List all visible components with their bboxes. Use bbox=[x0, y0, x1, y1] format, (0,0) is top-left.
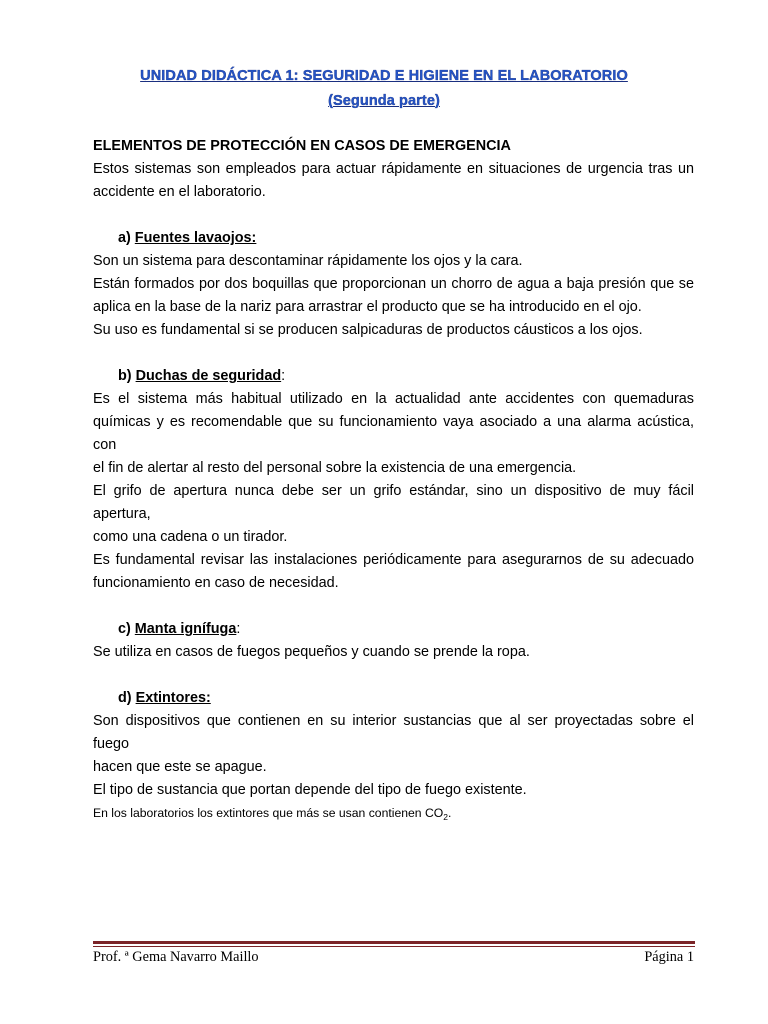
spacer bbox=[93, 204, 694, 227]
intro-line-1: Estos sistemas son empleados para actuar rápidamente en situaciones de urgencia tras un bbox=[93, 161, 694, 177]
document-body bbox=[93, 135, 694, 825]
item-d-marker: d) bbox=[118, 690, 132, 706]
item-b-line-7: funcionamiento en caso de necesidad. bbox=[93, 575, 339, 591]
item-a-line-2: Están formados por dos boquillas que proporcionan un chorro de agua a baja presión que se bbox=[93, 276, 694, 292]
item-a-line-4: Su uso es fundamental si se producen salpicaduras de productos cáusticos a los ojos. bbox=[93, 322, 643, 338]
footer-page-number: Página 1 bbox=[644, 949, 694, 965]
intro-line-2: accidente en el laboratorio. bbox=[93, 184, 266, 200]
spacer bbox=[93, 342, 694, 365]
item-a-marker: a) bbox=[118, 230, 131, 246]
footer-rule-thick bbox=[93, 941, 695, 944]
item-b-after: : bbox=[281, 368, 286, 384]
item-b-line-3: el fin de alertar al resto del personal sobre la existencia de una emergencia. bbox=[93, 460, 577, 476]
item-c-line-1: Se utiliza en casos de fuegos pequeños y cuando se prende la ropa. bbox=[93, 644, 530, 660]
item-d-line-4-text: En los laboratorios los extintores que más se usan contienen CO bbox=[93, 806, 444, 820]
item-b-heading bbox=[93, 365, 694, 388]
co2-subscript: 2 bbox=[443, 812, 448, 822]
item-d-line-4 bbox=[93, 802, 694, 825]
item-a-line-1: Son un sistema para descontaminar rápidamente los ojos y la cara. bbox=[93, 253, 523, 269]
item-d-line-3: El tipo de sustancia que portan depende del tipo de fuego existente. bbox=[93, 782, 527, 798]
section-heading: ELEMENTOS DE PROTECCIÓN EN CASOS DE EMERGENCIA bbox=[93, 138, 511, 154]
item-a-heading bbox=[93, 227, 694, 250]
item-b-line-4: El grifo de apertura nunca debe ser un grifo estándar, sino un dispositivo de muy fácil apertura, bbox=[93, 483, 694, 522]
item-d-title: Extintores: bbox=[135, 690, 211, 706]
item-d-heading bbox=[93, 687, 694, 710]
item-b-marker: b) bbox=[118, 368, 132, 384]
item-b-line-1: Es el sistema más habitual utilizado en la actualidad ante accidentes con quemaduras bbox=[93, 391, 694, 407]
item-c-after: : bbox=[236, 621, 241, 637]
footer-author: Prof. ª Gema Navarro Maillo bbox=[93, 949, 259, 965]
item-d-line-4-end: . bbox=[447, 806, 452, 820]
item-c-title: Manta ignífuga bbox=[134, 621, 237, 637]
item-c-marker: c) bbox=[118, 621, 131, 637]
item-b-line-6: Es fundamental revisar las instalaciones periódicamente para asegurarnos de su adecuado bbox=[93, 552, 694, 568]
item-a-line-3: aplica en la base de la nariz para arrastrar el producto que se ha introducido en el ojo. bbox=[93, 299, 642, 315]
item-d-line-2: hacen que este se apague. bbox=[93, 759, 267, 775]
item-b-line-5: como una cadena o un tirador. bbox=[93, 529, 288, 545]
spacer bbox=[93, 664, 694, 687]
item-b-line-2: químicas y es recomendable que su funcionamiento vaya asociado a una alarma acústica, con bbox=[93, 414, 694, 453]
document-title: UNIDAD DIDÁCTICA 1: SEGURIDAD E HIGIENE EN EL LABORATORIO bbox=[140, 68, 628, 84]
item-b-title: Duchas de seguridad bbox=[135, 368, 282, 384]
item-d-line-1: Son dispositivos que contienen en su interior sustancias que al ser proyectadas sobre el fuego bbox=[93, 713, 694, 752]
document-subtitle: (Segunda parte) bbox=[328, 93, 440, 109]
item-a-title: Fuentes lavaojos: bbox=[134, 230, 257, 246]
item-c-heading bbox=[93, 618, 694, 641]
spacer bbox=[93, 595, 694, 618]
